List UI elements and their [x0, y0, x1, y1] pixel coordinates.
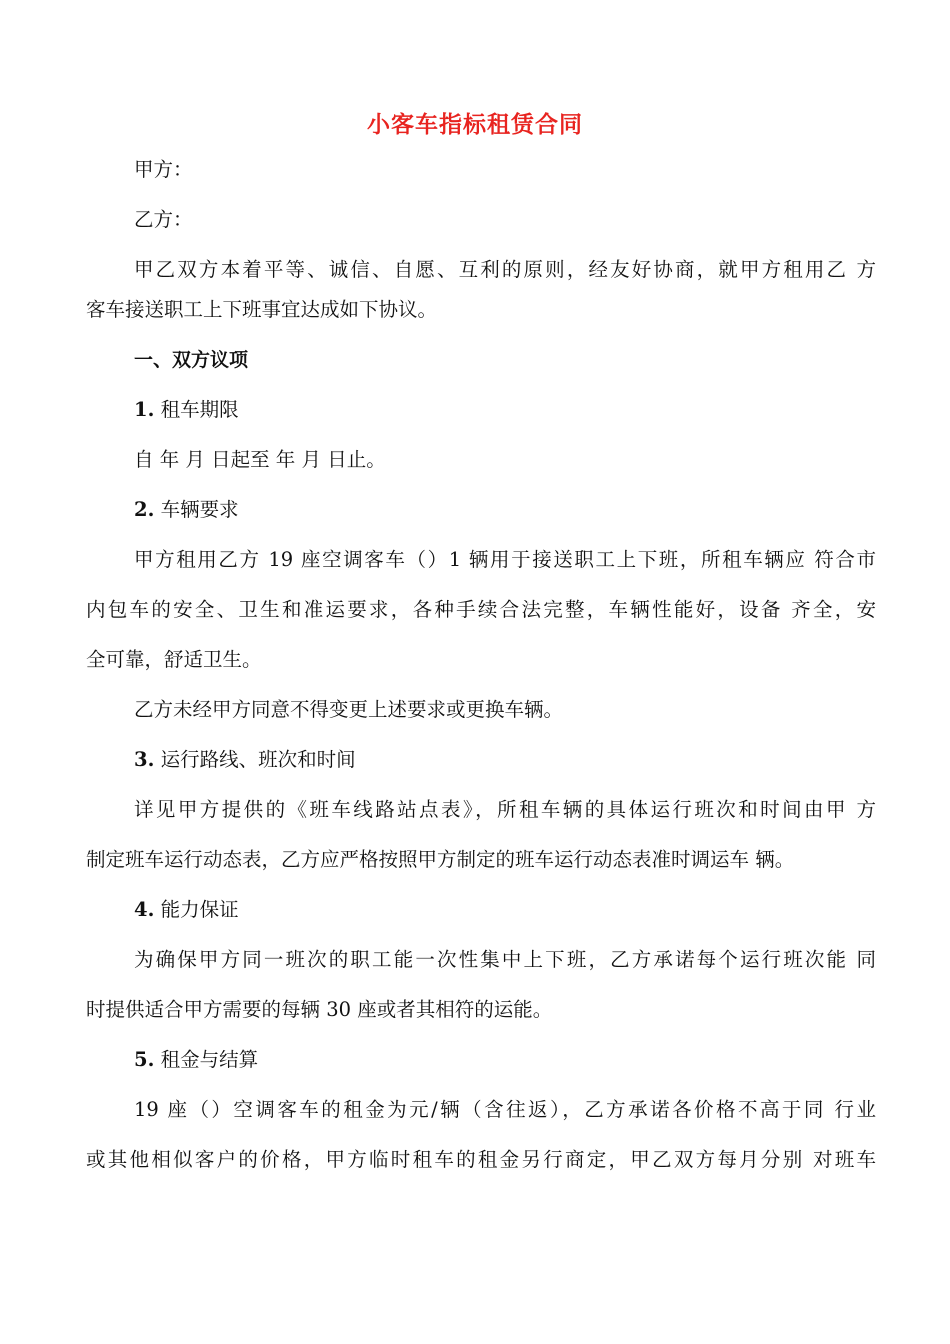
- item-text-line: 或其他相似客户的价格，甲方临时租车的租金另行商定，甲乙双方每月分别 对班车: [86, 1148, 876, 1171]
- item-text-line: 为确保甲方同一班次的职工能一次性集中上下班，乙方承诺每个运行班次能 同: [134, 948, 876, 971]
- item-heading: [134, 497, 876, 523]
- intro-line-1: 甲乙双方本着平等、诚信、自愿、互利的原则，经友好协商，就甲方租用乙 方: [134, 258, 876, 281]
- item-text-line: 时提供适合甲方需要的每辆 30 座或者其相符的运能。: [86, 998, 553, 1021]
- item-text-line: 乙方未经甲方同意不得变更上述要求或更换车辆。: [134, 698, 564, 721]
- intro-line-2: 客车接送职工上下班事宜达成如下协议。: [86, 298, 438, 321]
- item-text-line: 详见甲方提供的《班车线路站点表》，所租车辆的具体运行班次和时间由甲 方: [134, 798, 876, 821]
- item-title: 车辆要求: [160, 498, 239, 521]
- item-number: 4.: [134, 898, 155, 921]
- item-heading: [134, 747, 876, 773]
- item-text-line: 制定班车运行动态表，乙方应严格按照甲方制定的班车运行动态表准时调运车 辆。: [86, 848, 795, 871]
- item-text-line: 自 年 月 日起至 年 月 日止。: [134, 448, 386, 471]
- item-text-line: 甲方租用乙方 19 座空调客车（）1 辆用于接送职工上下班，所租车辆应 符合市: [134, 548, 876, 571]
- item-title: 租金与结算: [160, 1048, 259, 1071]
- item-heading: [134, 1047, 876, 1073]
- item-title: 能力保证: [160, 898, 239, 921]
- item-text-line: 全可靠，舒适卫生。: [86, 648, 262, 671]
- document-title: 小客车指标租赁合同: [367, 112, 583, 138]
- item-text-line: 内包车的安全、卫生和准运要求，各种手续合法完整，车辆性能好，设备 齐全，安: [86, 598, 876, 621]
- item-number: 1.: [134, 398, 155, 421]
- item-number: 3.: [134, 748, 155, 771]
- party-a-label: 甲方：: [134, 158, 193, 181]
- item-number: 2.: [134, 498, 155, 521]
- party-b-label: 乙方：: [134, 208, 193, 231]
- item-heading: [134, 897, 876, 923]
- item-title: 租车期限: [160, 398, 239, 421]
- item-heading: [134, 397, 876, 423]
- item-title: 运行路线、班次和时间: [160, 748, 356, 771]
- item-text-line: 19 座（）空调客车的租金为元/辆（含往返），乙方承诺各价格不高于同 行业: [134, 1098, 876, 1121]
- item-number: 5.: [134, 1048, 155, 1071]
- section-heading: 一、双方议项: [134, 349, 249, 371]
